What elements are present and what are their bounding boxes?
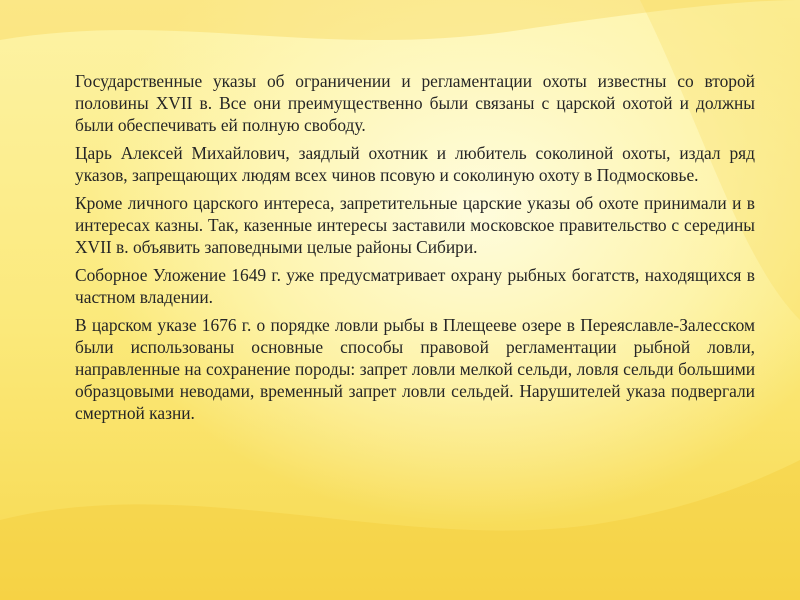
text-body — [75, 70, 755, 430]
paragraph-1: Государственные указы об ограничении и регламентации охоты известны со второй половины XVII в. Все они преимущественно были связаны с царской охотой и должны были обеспечивать ей полную свободу. — [75, 71, 755, 135]
swoosh-top — [0, 0, 800, 40]
paragraph-2: Царь Алексей Михайлович, заядлый охотник и любитель соколиной охоты, издал ряд указов, запрещающих людям всех чинов псовую и соколиную охоту в Подмосковье. — [75, 143, 755, 185]
paragraph-3: Кроме личного царского интереса, запретительные царские указы об охоте принимали и в интересах казны. Так, казенные интересы заставили московское правительство с середины XVII в. объявить заповедными целые районы Сибири. — [75, 193, 755, 257]
swoosh-bottom — [0, 460, 800, 600]
paragraph-4: Соборное Уложение 1649 г. уже предусматривает охрану рыбных богатств, находящихся в частном владении. — [75, 265, 755, 307]
paragraph-5: В царском указе 1676 г. о порядке ловли рыбы в Плещееве озере в Переяславле-Залесском были использованы основные способы правовой регламентации рыбной ловли, направленные на сохранение породы: запрет ловли мелкой сельди, ловля сельди большими образцовыми неводами, временный запрет ловли сельдей. Нарушителей указа подвергали смертной казни. — [75, 315, 755, 423]
